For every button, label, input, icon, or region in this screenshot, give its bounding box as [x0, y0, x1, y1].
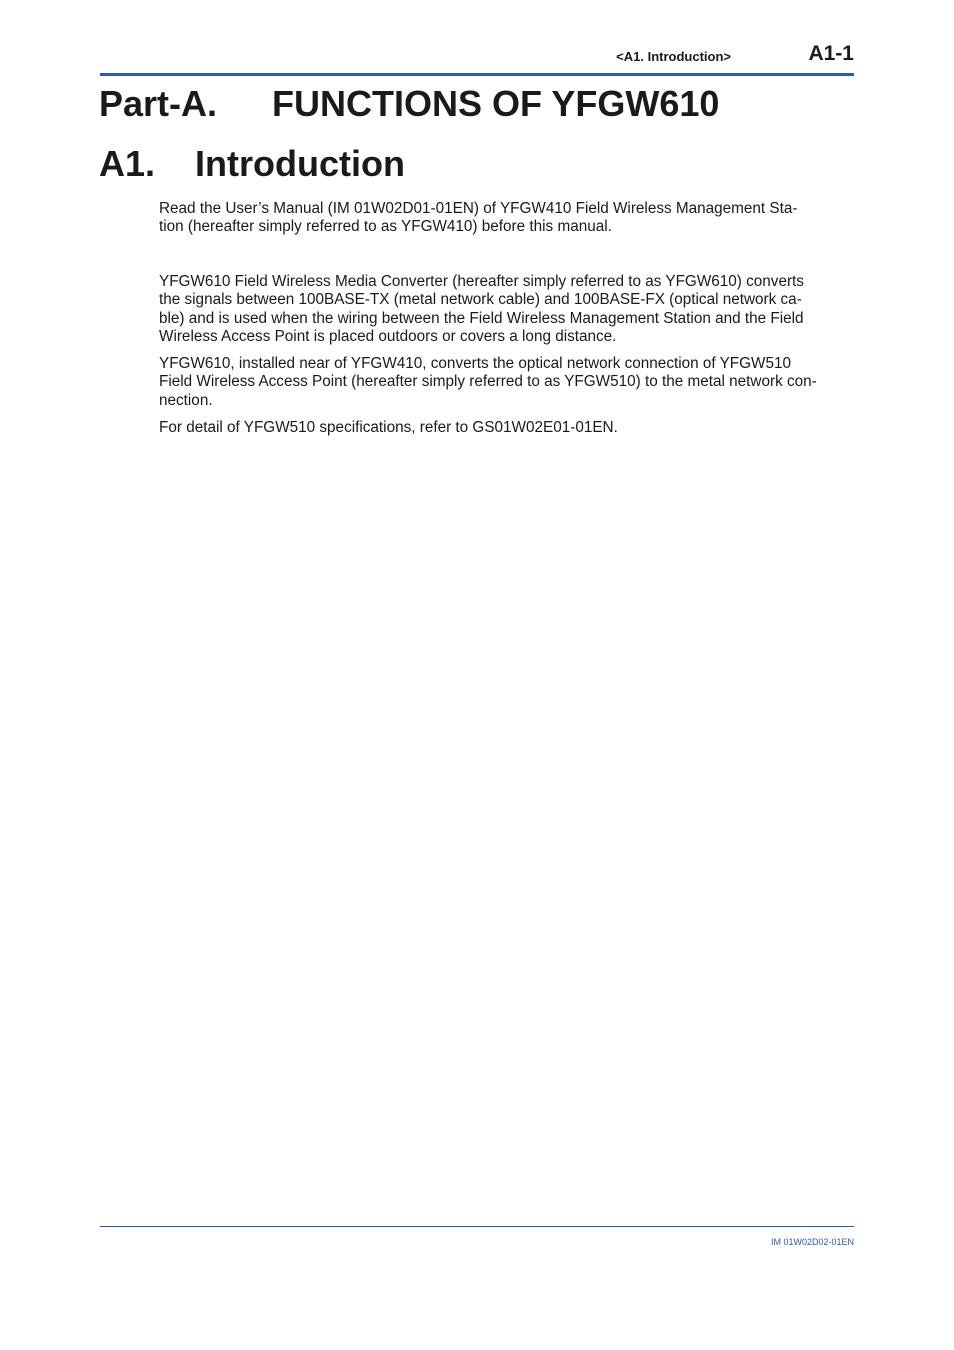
chapter-heading: [99, 142, 405, 186]
part-heading: [99, 82, 719, 126]
paragraph-installation: YFGW610, installed near of YFGW410, converts the optical network connection of YFGW510 Field Wireless Access Point (hereafter simply referred to as YFGW510) to the metal network con- nection.: [159, 355, 817, 409]
paragraph-overview: YFGW610 Field Wireless Media Converter (hereafter simply referred to as YFGW610) converts the signals between 100BASE-TX (metal network cable) and 100BASE-FX (optical network ca- ble) and is used when the wiring between the Field Wireless Management Station and the Field Wireless Access Point is placed outdoors or covers a long distance.: [159, 273, 804, 346]
paragraph-prerequisite: Read the User’s Manual (IM 01W02D01-01EN) of YFGW410 Field Wireless Management Sta- tion (hereafter simply referred to as YFGW410) before this manual.: [159, 200, 798, 236]
page-header: [100, 40, 854, 76]
chapter-number: A1.: [99, 143, 156, 184]
header-section-title: <A1. Introduction>: [616, 49, 731, 64]
footer-document-number: IM 01W02D02-01EN: [770, 1237, 854, 1247]
footer-divider: [100, 1226, 854, 1227]
part-number: Part-A.: [99, 83, 218, 124]
part-title: FUNCTIONS OF YFGW610: [272, 83, 720, 124]
paragraph-reference: For detail of YFGW510 specifications, refer to GS01W02E01-01EN.: [159, 419, 618, 436]
header-divider: [100, 73, 854, 76]
chapter-title: Introduction: [195, 143, 405, 184]
header-page-number: A1-1: [808, 42, 854, 65]
